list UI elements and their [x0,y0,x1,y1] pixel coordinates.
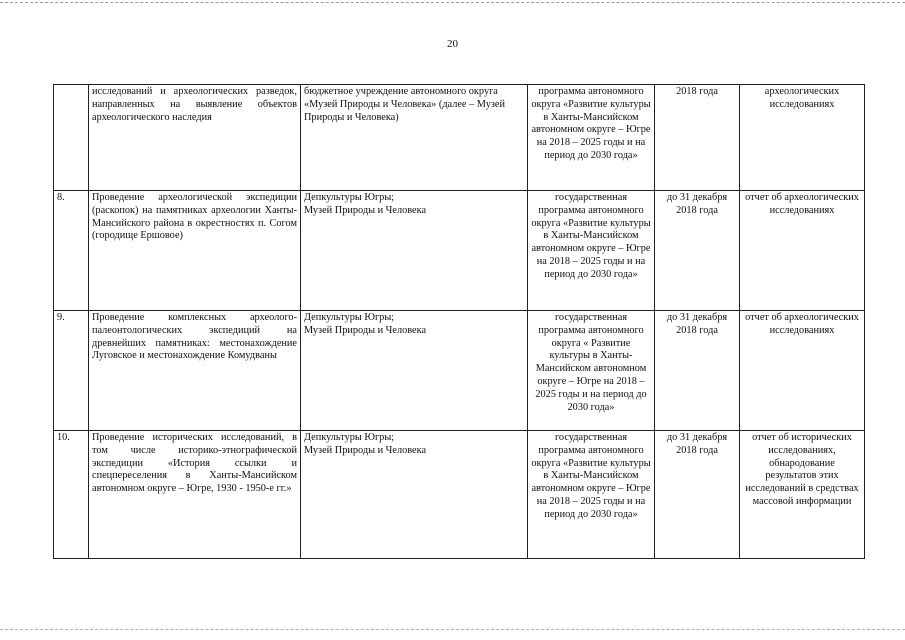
scan-edge-bottom [0,629,905,632]
table-row [54,85,865,191]
result: отчет об исторических исследованиях, обнародование результатов этих исследований в средствах массовой информации [740,431,865,559]
executor-cell [301,431,528,559]
row-number: 10. [54,431,89,559]
funding-program: государственная программа автономного округа « Развитие культуры в Ханты-Мансийском автономном округе – Югре на 2018 – 2025 годы и на период до 2030 года» [528,311,655,431]
executor-cell [301,191,528,311]
result: отчет об археологических исследованиях [740,311,865,431]
result: археологических исследованиях [740,85,865,191]
scan-edge-top [0,2,905,7]
deadline: до 31 декабря 2018 года [655,311,740,431]
activity-name: Проведение исторических исследований, в том числе историко-этнографической экспедиции «История ссылки и спецпереселения в Ханты-Мансийском автономном округе – Югре, 1930 - 1950-е гг.» [89,431,301,559]
row-number: 8. [54,191,89,311]
activity-table [53,84,865,559]
deadline: до 31 декабря 2018 года [655,191,740,311]
executor-line: Музей Природы и Человека [304,204,427,216]
executor-line: Музей Природы и Человека [304,444,427,456]
funding-program: программа автономного округа «Развитие культуры в Ханты-Мансийском автономном округе – Югре на 2018 – 2025 годы и на период до 2030 года» [528,85,655,191]
funding-program: государственная программа автономного округа «Развитие культуры в Ханты-Мансийском автономном округе – Югре на 2018 – 2025 годы и на период до 2030 года» [528,191,655,311]
table-row [54,311,865,431]
table-row [54,191,865,311]
activity-name: Проведение археологической экспедиции (раскопок) на памятниках археологии Ханты-Мансийского района в окрестностях п. Согом (городище Ершовое) [89,191,301,311]
activity-name: исследований и археологических разведок, направленных на выявление объектов археологического наследия [89,85,301,191]
executor-cell [301,85,528,191]
table-row [54,431,865,559]
result: отчет об археологических исследованиях [740,191,865,311]
deadline: 2018 года [655,85,740,191]
executor-line: бюджетное учреждение автономного округа «Музей Природы и Человека» (далее – Музей Природы и Человека) [304,86,505,123]
funding-program: государственная программа автономного округа «Развитие культуры в Ханты-Мансийском автономном округе – Югре на 2018 – 2025 годы и на период до 2030 года» [528,431,655,559]
executor-line: Депкультуры Югры; [304,312,395,323]
executor-line: Музей Природы и Человека [304,324,427,336]
executor-line: Депкультуры Югры; [304,432,395,443]
activity-name: Проведение комплексных археолого-палеонтологических экспедиций на древнейших памятниках: местонахождение Луговское и местонахождение Комудваны [89,311,301,431]
row-number: 9. [54,311,89,431]
row-number [54,85,89,191]
executor-line: Депкультуры Югры; [304,192,395,203]
executor-cell [301,311,528,431]
deadline: до 31 декабря 2018 года [655,431,740,559]
page-number: 20 [447,38,458,50]
